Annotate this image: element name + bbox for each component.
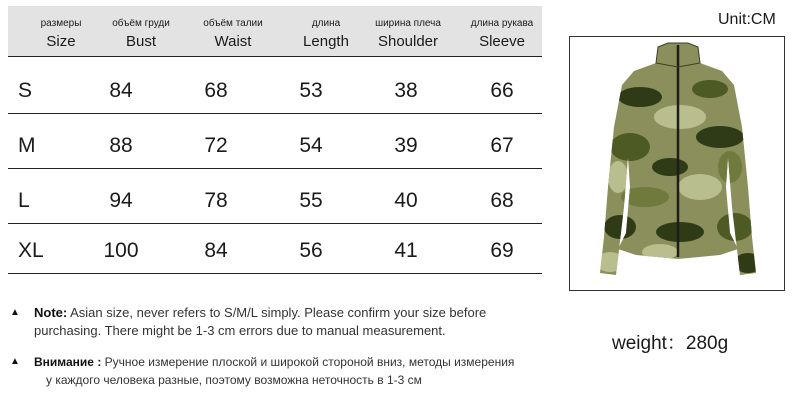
column-header-bust [88, 6, 194, 56]
note-text-line1: Ручное измерение плоской и широкой стороной вниз, методы измерения [104, 355, 515, 369]
unit-label: Unit:CM [718, 11, 776, 28]
column-header-sleeve [449, 6, 555, 56]
note-text-line2: у каждого человека разные, поэтому возможна неточность в 1-3 см [46, 373, 422, 387]
cell-waist: 78 [204, 189, 228, 212]
size-chart-header [8, 6, 542, 57]
cell-size: S [18, 79, 33, 102]
warning-triangle-icon: ▲ [10, 356, 20, 367]
note-text-line2: purchasing. There might be 1-3 cm errors due to manual measurement. [34, 323, 446, 338]
camouflage-jacket-image [570, 37, 784, 290]
column-header-en: Size [46, 33, 76, 50]
column-header-en: Waist [214, 33, 252, 50]
cell-sleeve: 69 [490, 239, 514, 262]
weight-label: weight：280g [612, 333, 729, 354]
column-header-ru: размеры [40, 18, 82, 29]
cell-sleeve: 66 [490, 79, 514, 102]
column-header-ru: объём груди [112, 18, 170, 29]
table-row-l [8, 178, 542, 224]
column-header-ru: объём талии [203, 18, 263, 29]
column-header-shoulder [355, 6, 461, 56]
product-image [569, 36, 785, 291]
note-label: Внимание : [34, 355, 102, 369]
cell-length: 56 [299, 239, 323, 262]
cell-waist: 72 [204, 134, 228, 157]
cell-sleeve: 67 [490, 134, 514, 157]
column-header-en: Sleeve [479, 33, 525, 50]
note-text-line1: Asian size, never refers to S/M/L simply. Please confirm your size before [70, 305, 487, 320]
cell-shoulder: 39 [394, 134, 418, 157]
cell-size: L [18, 189, 30, 212]
column-header-ru: длина [311, 18, 341, 29]
cell-shoulder: 38 [394, 79, 418, 102]
cell-sleeve: 68 [490, 189, 514, 212]
cell-length: 55 [299, 189, 323, 212]
cell-size: XL [18, 239, 44, 262]
note-label: Note: [34, 305, 68, 320]
column-header-waist [180, 6, 286, 56]
cell-bust: 84 [109, 79, 133, 102]
cell-bust: 88 [109, 134, 133, 157]
table-row-s [8, 68, 542, 114]
cell-shoulder: 41 [394, 239, 418, 262]
column-header-ru: длина рукава [470, 18, 534, 29]
cell-waist: 68 [204, 79, 228, 102]
column-header-en: Length [303, 33, 349, 50]
warning-triangle-icon: ▲ [10, 307, 20, 318]
note-english [10, 304, 550, 340]
note-russian [10, 353, 550, 389]
cell-bust: 100 [103, 239, 139, 262]
cell-length: 54 [299, 134, 323, 157]
column-header-ru: ширина плеча [375, 18, 441, 29]
cell-shoulder: 40 [394, 189, 418, 212]
cell-length: 53 [299, 79, 323, 102]
table-row-xl [8, 228, 542, 274]
cell-waist: 84 [204, 239, 228, 262]
cell-bust: 94 [109, 189, 133, 212]
cell-size: M [18, 134, 36, 157]
table-row-m [8, 123, 542, 169]
column-header-en: Bust [125, 33, 156, 50]
column-header-en: Shoulder [377, 33, 439, 50]
